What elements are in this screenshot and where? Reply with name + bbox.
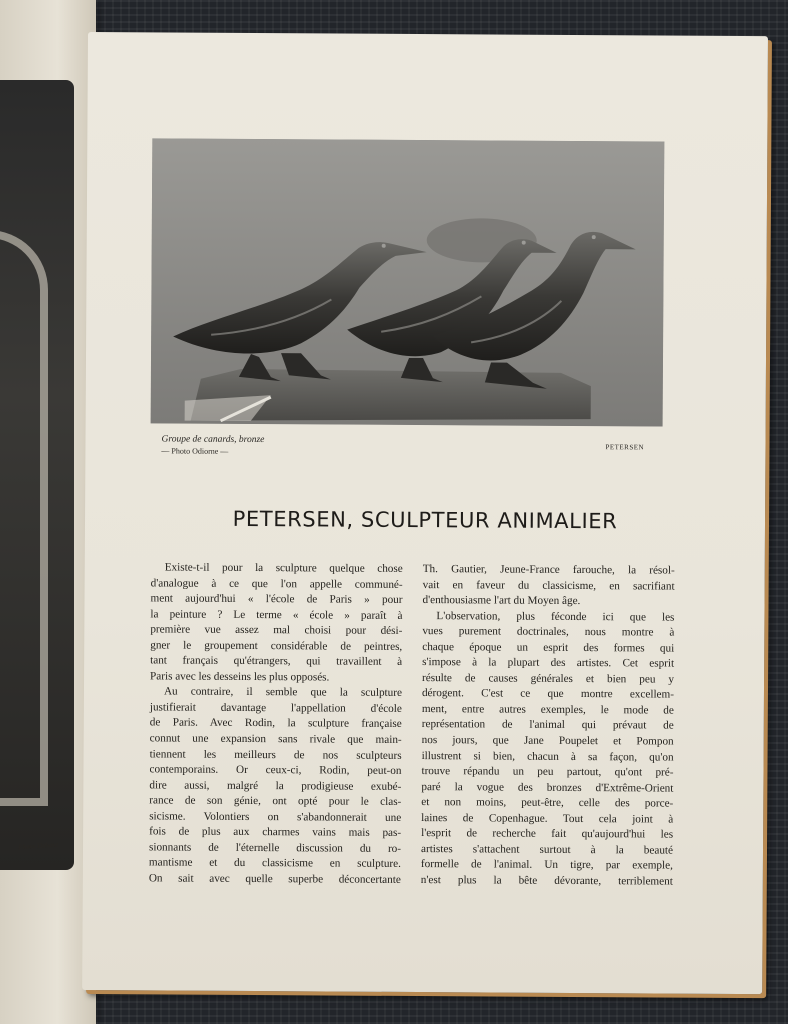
magazine-page xyxy=(82,32,768,994)
text-line: sicisme. Volontiers on s'abandonnerait une xyxy=(149,810,402,824)
duck-sculpture-photo xyxy=(151,138,665,426)
text-line: résulte de causes générales et bien peu y xyxy=(422,671,675,686)
text-line: Paris avec les desseins les plus opposés. xyxy=(150,670,330,684)
text-line: contemporains. Or ceux-ci, Rodin, peut-on xyxy=(149,763,402,778)
text-line: d'analogue à ce que l'on appelle communé- xyxy=(150,576,403,591)
text-line: tant français qu'étrangers, qui travaillent à xyxy=(150,654,403,669)
text-line: trouve répandu un peu partout, qu'ont pré- xyxy=(421,765,674,779)
text-line: l'esprit de recherche fait qu'aujourd'hui les xyxy=(421,827,674,841)
text-line: la peinture ? Le terme « école » paraît à xyxy=(150,608,403,622)
text-line: vues purement doctrinales, nous montre à xyxy=(422,625,675,639)
text-line: ment aujourd'hui « l'école de Paris » pour xyxy=(150,592,403,607)
article-headline: PETERSEN, SCULPTEUR ANIMALIER xyxy=(232,506,618,534)
text-line: vait en faveur du classicisme, en sacrifiant xyxy=(422,578,675,593)
text-line: rance de son génie, ont opté pour le clas- xyxy=(149,794,402,809)
text-line: chaque époque un esprit des formes qui xyxy=(422,640,675,655)
text-line: paré la vogue des bronzes d'Extrême-Orient xyxy=(421,780,674,795)
text-line: connut une expansion sans rivale que main- xyxy=(149,732,402,746)
photo-author-label: PETERSEN xyxy=(605,443,645,452)
text-line: nos jours, que Jane Poupelet et Pompon xyxy=(421,734,674,748)
text-line: de Paris. Avec Rodin, la sculpture française xyxy=(149,716,402,731)
text-line: dire aussi, malgré la prodigieuse exubé- xyxy=(149,779,402,793)
photo-caption-title: Groupe de canards, bronze xyxy=(161,434,265,446)
text-line: artistes s'attachent surtout à la beauté xyxy=(420,842,674,857)
photo-caption-credit: — Photo Odiorne — xyxy=(161,446,229,456)
text-line: s'impose à la plupart des artistes. Cet esprit xyxy=(422,656,675,670)
text-line: représentation de l'animal qui prévaut de xyxy=(421,718,674,733)
text-line: tiennent les meilleurs de nos sculpteurs xyxy=(149,747,402,762)
text-line: sionnants de l'éternelle discussion du ro- xyxy=(148,841,402,855)
text-line: d'enthousiasme l'art du Moyen âge. xyxy=(422,594,581,608)
text-line: laines de Copenhague. Tout cela joint à xyxy=(421,811,674,826)
text-line: n'est plus la bête dévorante, terriblement xyxy=(420,873,673,888)
text-line: fois de plus aux charmes vains mais pas- xyxy=(149,825,402,840)
text-line: justifierait davantage l'appellation d'école xyxy=(149,701,402,715)
previous-page-photo-credit: Photo Thibaut xyxy=(17,840,59,852)
article-column-right xyxy=(421,562,675,890)
text-line: et non moins, peut-être, celle des porce- xyxy=(421,796,674,810)
text-line: On sait avec quelle superbe déconcertante xyxy=(148,872,401,886)
duck-sculpture-image xyxy=(151,138,665,426)
article-column-left xyxy=(149,560,403,888)
text-line: illustrent si bien, chacun à sa façon, qu'on xyxy=(421,749,674,764)
previous-page-arch xyxy=(0,230,48,806)
photo-caption xyxy=(161,434,264,457)
text-line: gner le groupement considérable de peintres, xyxy=(150,639,403,653)
text-line: formelle de l'animal. Un tigre, par exemple, xyxy=(420,858,673,872)
text-line: L'observation, plus féconde ici que les xyxy=(436,609,675,624)
text-line: Th. Gautier, Jeune-France farouche, la résol- xyxy=(422,563,675,577)
previous-page xyxy=(0,0,96,1024)
text-line: Au contraire, il semble que la sculpture xyxy=(163,685,403,700)
text-line: première vue assez mal choisi pour dési- xyxy=(150,623,403,638)
text-line: Existe-t-il pour la sculpture quelque chose xyxy=(164,561,403,575)
text-line: mantisme et du classicisme en sculpture. xyxy=(148,856,401,871)
text-line: ment, entre autres exemples, le mode de xyxy=(421,702,674,717)
text-line: dérogent. C'est ce que montre excellem- xyxy=(421,687,674,701)
